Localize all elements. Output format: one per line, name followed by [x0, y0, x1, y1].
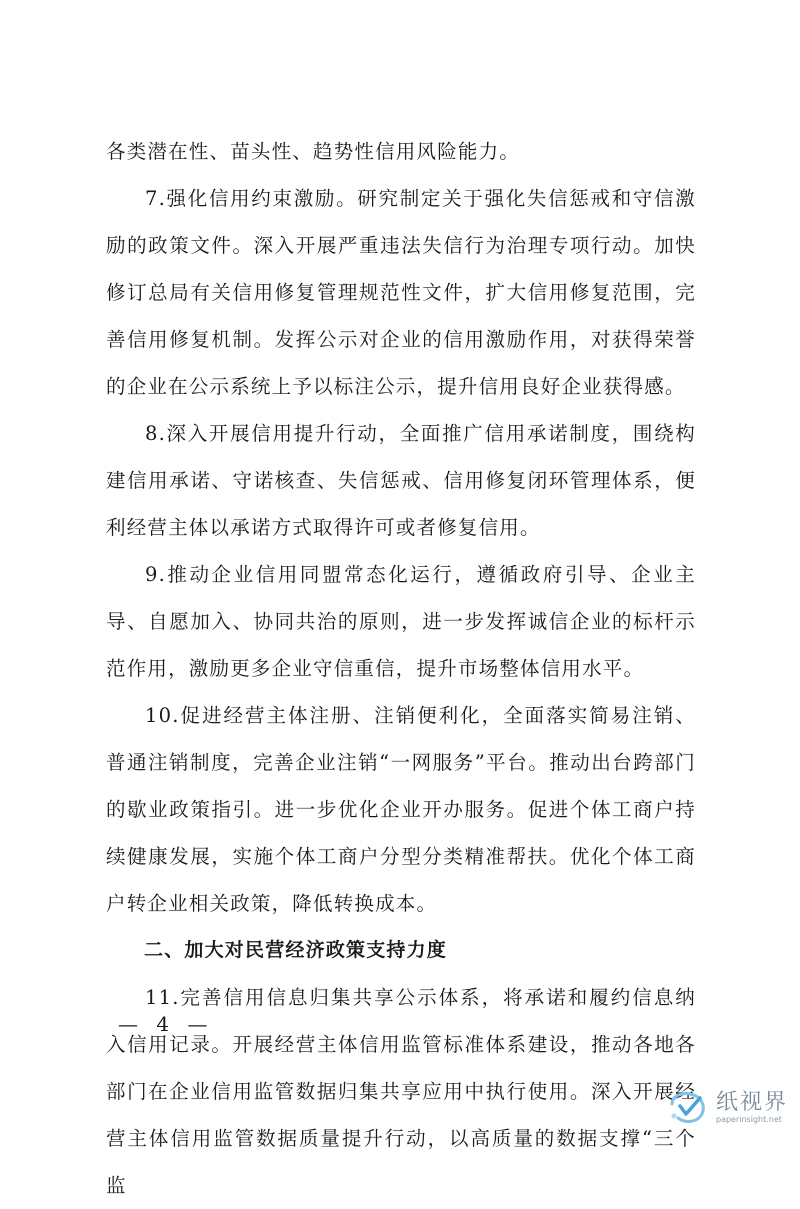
document-body [106, 128, 696, 1209]
section-heading: 二、加大对民营经济政策支持力度 [144, 939, 448, 961]
watermark-url: paperinsight.net [715, 1115, 782, 1124]
watermark-name: 纸视界 [715, 1090, 788, 1115]
watermark [668, 1090, 788, 1126]
paragraph-item-11: 11.完善信用信息归集共享公示体系，将承诺和履约信息纳入信用记录。开展经营主体信用监管标准体系建设，推动各地各部门在企业信用监管数据归集共享应用中执行使用。深入开展经营主体信用监管数据质量提升行动，以高质量的数据支撑“三个监 [106, 986, 696, 1197]
paragraph-item-9: 9.推动企业信用同盟常态化运行，遵循政府引导、企业主导、自愿加入、协同共治的原则，进一步发挥诚信企业的标杆示范作用，激励更多企业守信重信，提升市场整体信用水平。 [106, 563, 696, 680]
paragraph-item-7: 7.强化信用约束激励。研究制定关于强化失信惩戒和守信激励的政策文件。深入开展严重违法失信行为治理专项行动。加快修订总局有关信用修复管理规范性文件，扩大信用修复范围，完善信用修复机制。发挥公示对企业的信用激励作用，对获得荣誉的企业在公示系统上予以标注公示，提升信用良好企业获得感。 [106, 187, 696, 398]
paragraph-item-10: 10.促进经营主体注册、注销便利化，全面落实简易注销、普通注销制度，完善企业注销“一网服务”平台。推动出台跨部门的歇业政策指引。进一步优化企业开办服务。促进个体工商户持续健康发展，实施个体工商户分型分类精准帮扶。优化个体工商户转企业相关政策，降低转换成本。 [106, 704, 696, 915]
paperinsight-logo-icon [668, 1090, 710, 1126]
paragraph-item-8: 8.深入开展信用提升行动，全面推广信用承诺制度，围绕构建信用承诺、守诺核查、失信惩戒、信用修复闭环管理体系，便利经营主体以承诺方式取得许可或者修复信用。 [106, 422, 696, 539]
page-number: — 4 — [118, 1012, 214, 1036]
paragraph-continuation: 各类潜在性、苗头性、趋势性信用风险能力。 [106, 140, 521, 163]
watermark-text [716, 1091, 788, 1125]
